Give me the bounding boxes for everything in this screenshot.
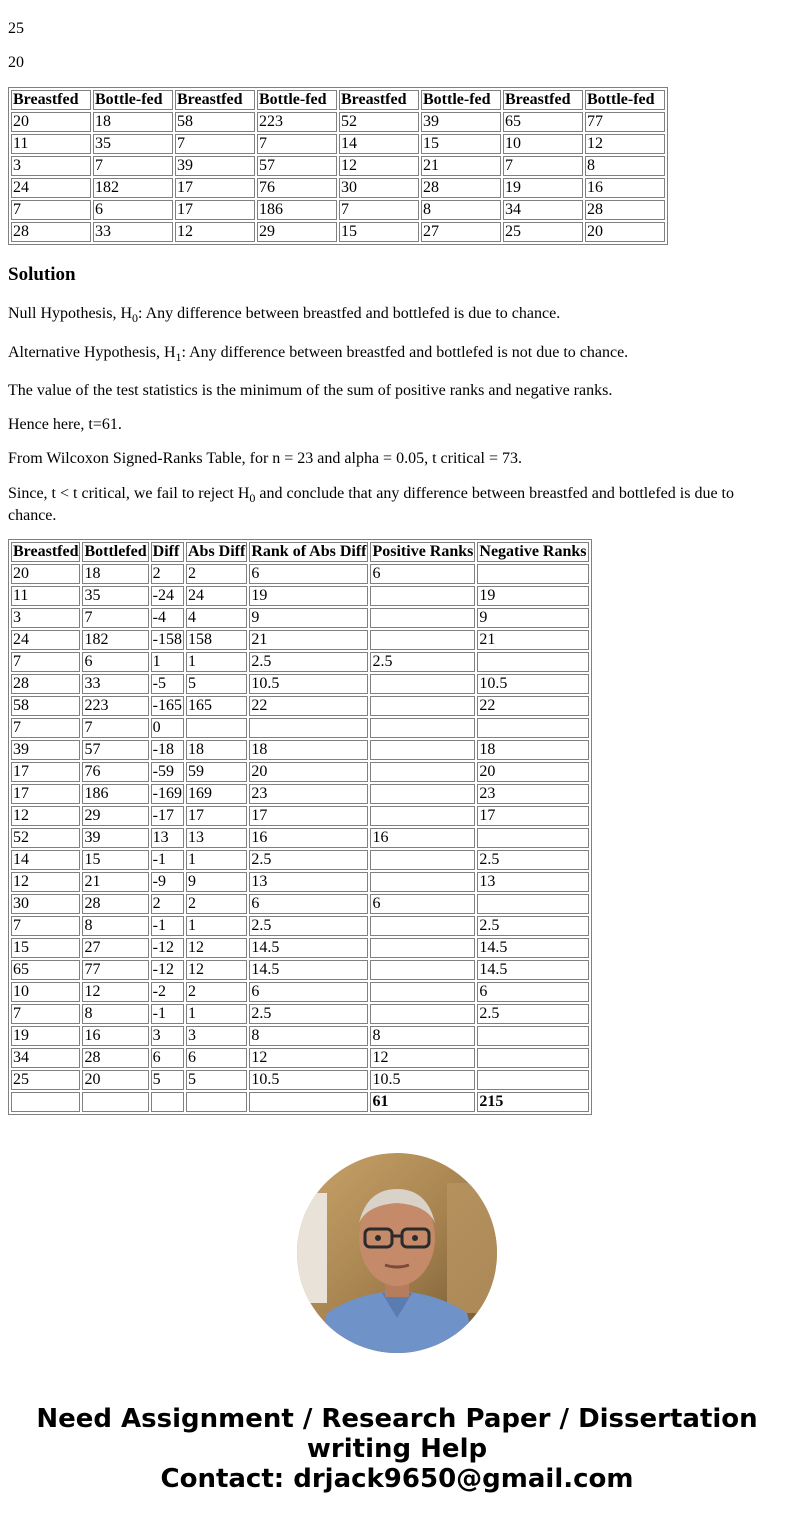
table-cell: 25 — [503, 222, 583, 242]
table-row — [11, 916, 589, 936]
table-cell: 186 — [82, 784, 148, 804]
table-cell: 18 — [249, 740, 368, 760]
table-cell — [477, 652, 588, 672]
table-cell: 16 — [82, 1026, 148, 1046]
table-cell: 10 — [11, 982, 80, 1002]
table-row — [11, 178, 665, 198]
table-cell: 10 — [503, 134, 583, 154]
table-cell: 14.5 — [477, 938, 588, 958]
table-cell — [477, 564, 588, 584]
alt-hypothesis-text: : Any difference between breastfed and bottlefed is not due to chance. — [181, 344, 629, 361]
table-row — [11, 630, 589, 650]
table-cell: 5 — [151, 1070, 184, 1090]
table-cell: 18 — [477, 740, 588, 760]
total-cell — [186, 1092, 247, 1112]
column-header: Breastfed — [13, 543, 79, 560]
table-cell: 30 — [339, 178, 419, 198]
table-cell: 12 — [186, 960, 247, 980]
table-cell — [370, 960, 475, 980]
table-cell: 12 — [585, 134, 665, 154]
total-cell — [151, 1092, 184, 1112]
table-cell: 2.5 — [249, 850, 368, 870]
conclusion-prefix: Since, t < t critical, we fail to reject H — [8, 485, 250, 502]
table-cell: 15 — [421, 134, 501, 154]
table-cell: 7 — [339, 200, 419, 220]
table-cell: 15 — [82, 850, 148, 870]
table-cell: 6 — [93, 200, 173, 220]
column-header: Breastfed — [339, 90, 419, 110]
total-cell — [249, 1092, 368, 1112]
conclusion-body: and conclude that any difference between breastfed and bottlefed is due to chance. — [8, 485, 734, 524]
table-cell: 12 — [11, 806, 80, 826]
table-cell: 17 — [175, 200, 255, 220]
table-cell: -2 — [151, 982, 184, 1002]
table-cell: 20 — [249, 762, 368, 782]
table-cell: 6 — [370, 564, 475, 584]
table-cell — [370, 938, 475, 958]
null-hypothesis-text: : Any difference between breastfed and bottlefed is due to chance. — [138, 305, 561, 322]
table-cell: 57 — [257, 156, 337, 176]
table-cell: 6 — [249, 564, 368, 584]
table-cell: 77 — [82, 960, 148, 980]
table-cell: 12 — [370, 1048, 475, 1068]
table-cell: 22 — [249, 696, 368, 716]
table-cell: 16 — [249, 828, 368, 848]
table-cell: 19 — [249, 586, 368, 606]
table-cell — [370, 784, 475, 804]
table-row — [11, 652, 589, 672]
rank-table — [8, 539, 592, 1115]
table-cell: 4 — [186, 608, 247, 628]
table-cell: 12 — [175, 222, 255, 242]
table-row — [11, 740, 589, 760]
table-cell — [477, 1048, 588, 1068]
table-cell — [370, 608, 475, 628]
table-cell: 24 — [11, 178, 91, 198]
table-cell: 35 — [93, 134, 173, 154]
table-cell: 28 — [11, 222, 91, 242]
table-cell: 182 — [82, 630, 148, 650]
footer-contact: Contact: drjack9650@gmail.com — [160, 1464, 634, 1494]
table-cell: -158 — [152, 631, 182, 648]
table-cell: 3 — [11, 156, 91, 176]
table-row — [11, 134, 665, 154]
table-cell: 65 — [11, 960, 80, 980]
table-cell: 27 — [421, 222, 501, 242]
table-cell: -1 — [151, 850, 184, 870]
table-cell: 169 — [186, 784, 247, 804]
column-header: Rank of Abs Diff — [251, 543, 367, 560]
table-cell: 6 — [249, 894, 368, 914]
table-cell: -17 — [151, 806, 184, 826]
table-cell: 8 — [421, 200, 501, 220]
table-row — [11, 222, 665, 242]
table-cell: 1 — [151, 652, 184, 672]
table-header-row — [11, 90, 665, 110]
footer-banner — [0, 1404, 794, 1494]
table-cell: 8 — [370, 1026, 475, 1046]
total-cell — [11, 1092, 80, 1112]
table-cell: 15 — [339, 222, 419, 242]
table-cell: 12 — [339, 156, 419, 176]
table-cell: 2 — [186, 564, 247, 584]
table-cell: 14.5 — [477, 960, 588, 980]
table-cell: 6 — [82, 652, 148, 672]
table-cell: 20 — [82, 1070, 148, 1090]
table-cell: 33 — [93, 222, 173, 242]
column-header: Breastfed — [503, 90, 583, 110]
table-cell: 10.5 — [249, 1070, 368, 1090]
table-cell: 22 — [477, 696, 588, 716]
table-cell: 3 — [151, 1026, 184, 1046]
table-cell — [370, 872, 475, 892]
author-avatar — [297, 1153, 497, 1353]
table-cell: 39 — [11, 740, 80, 760]
table-cell — [370, 696, 475, 716]
alt-hypothesis-subscript: 1 — [175, 350, 182, 364]
table-cell: 12 — [82, 982, 148, 1002]
table-cell: 39 — [82, 828, 148, 848]
table-cell — [370, 586, 475, 606]
column-header: Bottle-fed — [585, 90, 665, 110]
table-cell: 1 — [186, 652, 247, 672]
conclusion-subscript: 0 — [249, 491, 256, 505]
table-cell: -9 — [151, 872, 184, 892]
table-cell — [370, 1004, 475, 1024]
table-row — [11, 1026, 589, 1046]
table-cell: 21 — [421, 156, 501, 176]
table-cell — [370, 630, 475, 650]
table-row — [11, 112, 665, 132]
table-row — [11, 1004, 589, 1024]
table-cell: 16 — [585, 178, 665, 198]
table-cell: 8 — [249, 1026, 368, 1046]
table-row — [11, 1048, 589, 1068]
table-cell: 65 — [503, 112, 583, 132]
table-cell: -24 — [151, 586, 184, 606]
table-cell: 21 — [249, 630, 368, 650]
table-cell: 2 — [186, 894, 247, 914]
totals-row — [11, 1092, 589, 1112]
table-row — [11, 564, 589, 584]
intro-line-2: 20 — [8, 54, 24, 71]
table-cell: 57 — [82, 740, 148, 760]
table-cell: -1 — [151, 1004, 184, 1024]
t-value-text: Hence here, t=61. — [8, 416, 122, 433]
table-cell — [477, 828, 588, 848]
column-header: Negative Ranks — [479, 543, 587, 560]
table-cell: 2.5 — [249, 1004, 368, 1024]
column-header: Bottlefed — [84, 543, 147, 560]
table-cell: 17 — [186, 806, 247, 826]
table-cell: 58 — [11, 696, 80, 716]
table-cell: 158 — [186, 630, 247, 650]
table-cell — [477, 894, 588, 914]
person-photo-icon — [297, 1153, 497, 1353]
table-cell: 35 — [82, 586, 148, 606]
table-cell: 6 — [151, 1048, 184, 1068]
solution-heading: Solution — [8, 264, 76, 285]
table-cell: 28 — [11, 674, 80, 694]
table-cell: 7 — [82, 718, 148, 738]
table-row — [11, 156, 665, 176]
table-cell: 2 — [151, 564, 184, 584]
table-cell: -5 — [151, 674, 184, 694]
total-cell — [82, 1092, 148, 1112]
table-cell: 18 — [93, 112, 173, 132]
table-cell: 52 — [11, 828, 80, 848]
table-cell: 1 — [186, 916, 247, 936]
table-cell: -18 — [151, 740, 184, 760]
table-cell: 186 — [257, 200, 337, 220]
table-cell: 25 — [11, 1070, 80, 1090]
table-cell: 17 — [249, 806, 368, 826]
table-cell: 2.5 — [249, 652, 368, 672]
null-hypothesis-subscript: 0 — [132, 311, 138, 325]
table-cell: 2.5 — [477, 1004, 588, 1024]
column-header: Bottle-fed — [93, 90, 173, 110]
column-header: Positive Ranks — [372, 543, 474, 560]
table-cell: 17 — [11, 762, 80, 782]
table-header-row — [11, 542, 589, 562]
table-row — [11, 608, 589, 628]
table-cell: -169 — [152, 785, 182, 802]
table-cell: 14.5 — [249, 938, 368, 958]
table-cell: 20 — [11, 564, 80, 584]
table-cell: 2.5 — [477, 850, 588, 870]
table-cell: 7 — [11, 200, 91, 220]
table-cell: 27 — [82, 938, 148, 958]
critical-value-text: From Wilcoxon Signed-Ranks Table, for n = 23 and alpha = 0.05, t critical = 73. — [8, 450, 522, 467]
total-cell: 61 — [370, 1092, 475, 1112]
table-row — [11, 674, 589, 694]
table-cell: 12 — [186, 938, 247, 958]
table-cell: 13 — [151, 828, 184, 848]
table-cell — [477, 718, 588, 738]
table-cell — [477, 1026, 588, 1046]
table-cell: 28 — [585, 200, 665, 220]
table-cell: 7 — [93, 156, 173, 176]
footer-line-1: Need Assignment / Research Paper / Dissertation — [36, 1404, 758, 1434]
table-cell: 1 — [186, 1004, 247, 1024]
table-row — [11, 696, 589, 716]
column-header: Diff — [151, 542, 184, 562]
table-cell — [370, 762, 475, 782]
table-cell: 2 — [151, 894, 184, 914]
table-cell — [370, 740, 475, 760]
table-cell: 223 — [82, 696, 148, 716]
table-cell: 23 — [249, 784, 368, 804]
table-cell: 10.5 — [249, 674, 368, 694]
table-cell: 7 — [11, 652, 80, 672]
table-cell: 52 — [339, 112, 419, 132]
table-cell: 13 — [249, 872, 368, 892]
table-cell: 58 — [175, 112, 255, 132]
table-cell: -4 — [151, 608, 184, 628]
table-cell: 17 — [11, 784, 80, 804]
table-cell: 0 — [151, 718, 184, 738]
table-cell: 2.5 — [477, 916, 588, 936]
table-cell — [249, 718, 368, 738]
table-cell: 34 — [11, 1048, 80, 1068]
table-cell: 28 — [82, 894, 148, 914]
table-cell: 15 — [11, 938, 80, 958]
table-cell: 77 — [585, 112, 665, 132]
table-cell: 14 — [11, 850, 80, 870]
footer-line-2: writing Help — [306, 1434, 488, 1464]
table-cell: 6 — [249, 982, 368, 1002]
table-cell — [370, 850, 475, 870]
null-hypothesis-prefix: Null Hypothesis, H — [8, 305, 132, 322]
table-cell: 28 — [421, 178, 501, 198]
column-header: Breastfed — [175, 90, 255, 110]
null-hypothesis — [8, 304, 560, 324]
table-cell: 23 — [477, 784, 588, 804]
table-cell — [370, 674, 475, 694]
table-cell: 12 — [249, 1048, 368, 1068]
table-row — [11, 200, 665, 220]
table-cell: 30 — [11, 894, 80, 914]
table-row — [11, 784, 589, 804]
table-cell: 59 — [186, 762, 247, 782]
table-cell — [477, 1070, 588, 1090]
table-cell: 2.5 — [249, 916, 368, 936]
table-cell: 29 — [82, 806, 148, 826]
table-row — [11, 806, 589, 826]
table-cell — [370, 982, 475, 1002]
table-cell: 10.5 — [370, 1070, 475, 1090]
table-cell: 14 — [339, 134, 419, 154]
table-cell: 8 — [585, 156, 665, 176]
table-cell: 2.5 — [370, 652, 475, 672]
table-cell: -1 — [151, 916, 184, 936]
table-cell: 19 — [477, 586, 588, 606]
table-cell: 182 — [93, 178, 173, 198]
total-cell: 215 — [477, 1092, 588, 1112]
column-header: Bottle-fed — [421, 90, 501, 110]
table-cell: -12 — [151, 938, 184, 958]
column-header: Abs Diff — [188, 543, 246, 560]
table-cell: 20 — [11, 112, 91, 132]
table-row — [11, 718, 589, 738]
table-cell: 17 — [175, 178, 255, 198]
table-cell: 39 — [175, 156, 255, 176]
table-cell — [370, 806, 475, 826]
alt-hypothesis-prefix: Alternative Hypothesis, H — [8, 344, 176, 361]
conclusion-text — [8, 483, 778, 527]
table-cell: 21 — [82, 872, 148, 892]
table-cell: 7 — [503, 156, 583, 176]
table-cell: 223 — [257, 112, 337, 132]
table-cell: 34 — [503, 200, 583, 220]
table-cell: 20 — [477, 762, 588, 782]
table-cell: 28 — [82, 1048, 148, 1068]
table-cell: -165 — [152, 697, 182, 714]
table-cell: 7 — [11, 718, 80, 738]
table-cell: 17 — [477, 806, 588, 826]
column-header: Bottle-fed — [257, 90, 337, 110]
table-cell: 16 — [370, 828, 475, 848]
table-row — [11, 872, 589, 892]
table-cell: 13 — [186, 828, 247, 848]
table-cell — [370, 916, 475, 936]
table-cell: 11 — [11, 134, 91, 154]
table-cell: 18 — [186, 740, 247, 760]
table-cell: 9 — [249, 608, 368, 628]
data-table — [8, 87, 668, 245]
table-cell: 165 — [186, 696, 247, 716]
table-cell: 6 — [477, 982, 588, 1002]
table-cell: 21 — [477, 630, 588, 650]
table-cell: 3 — [11, 608, 80, 628]
table-cell: 3 — [186, 1026, 247, 1046]
table-row — [11, 960, 589, 980]
table-row — [11, 938, 589, 958]
table-cell: -59 — [151, 762, 184, 782]
table-cell: 6 — [186, 1048, 247, 1068]
table-cell: 10.5 — [477, 674, 588, 694]
table-row — [11, 586, 589, 606]
table-row — [11, 850, 589, 870]
table-cell: 7 — [82, 608, 148, 628]
table-cell: 5 — [186, 1070, 247, 1090]
table-cell: 24 — [11, 630, 80, 650]
table-row — [11, 894, 589, 914]
table-cell: 8 — [82, 1004, 148, 1024]
column-header: Breastfed — [11, 90, 91, 110]
table-cell: 7 — [175, 134, 255, 154]
table-cell: 33 — [82, 674, 148, 694]
table-cell: 7 — [11, 916, 80, 936]
table-cell: 20 — [585, 222, 665, 242]
table-row — [11, 982, 589, 1002]
table-cell: 76 — [82, 762, 148, 782]
table-cell: 6 — [370, 894, 475, 914]
table-cell: 1 — [186, 850, 247, 870]
table-cell: 5 — [186, 674, 247, 694]
alternative-hypothesis — [8, 343, 628, 363]
test-statistic-text: The value of the test statistics is the minimum of the sum of positive ranks and negative ranks. — [8, 382, 613, 399]
table-cell: 7 — [257, 134, 337, 154]
table-cell: 11 — [11, 586, 80, 606]
table-cell: 12 — [11, 872, 80, 892]
table-cell: 2 — [186, 982, 247, 1002]
table-cell: 14.5 — [249, 960, 368, 980]
table-row — [11, 828, 589, 848]
table-cell: 19 — [503, 178, 583, 198]
table-cell — [370, 718, 475, 738]
table-cell: 9 — [186, 872, 247, 892]
table-cell — [186, 718, 247, 738]
table-row — [11, 1070, 589, 1090]
table-cell: 18 — [82, 564, 148, 584]
table-cell: 24 — [186, 586, 247, 606]
table-cell: 39 — [421, 112, 501, 132]
table-cell: 19 — [11, 1026, 80, 1046]
table-row — [11, 762, 589, 782]
table-cell: 76 — [257, 178, 337, 198]
table-cell: 13 — [477, 872, 588, 892]
table-cell: 7 — [11, 1004, 80, 1024]
intro-line-1: 25 — [8, 20, 24, 37]
table-cell: -12 — [151, 960, 184, 980]
table-cell: 29 — [257, 222, 337, 242]
table-cell: 9 — [477, 608, 588, 628]
table-cell: 8 — [82, 916, 148, 936]
